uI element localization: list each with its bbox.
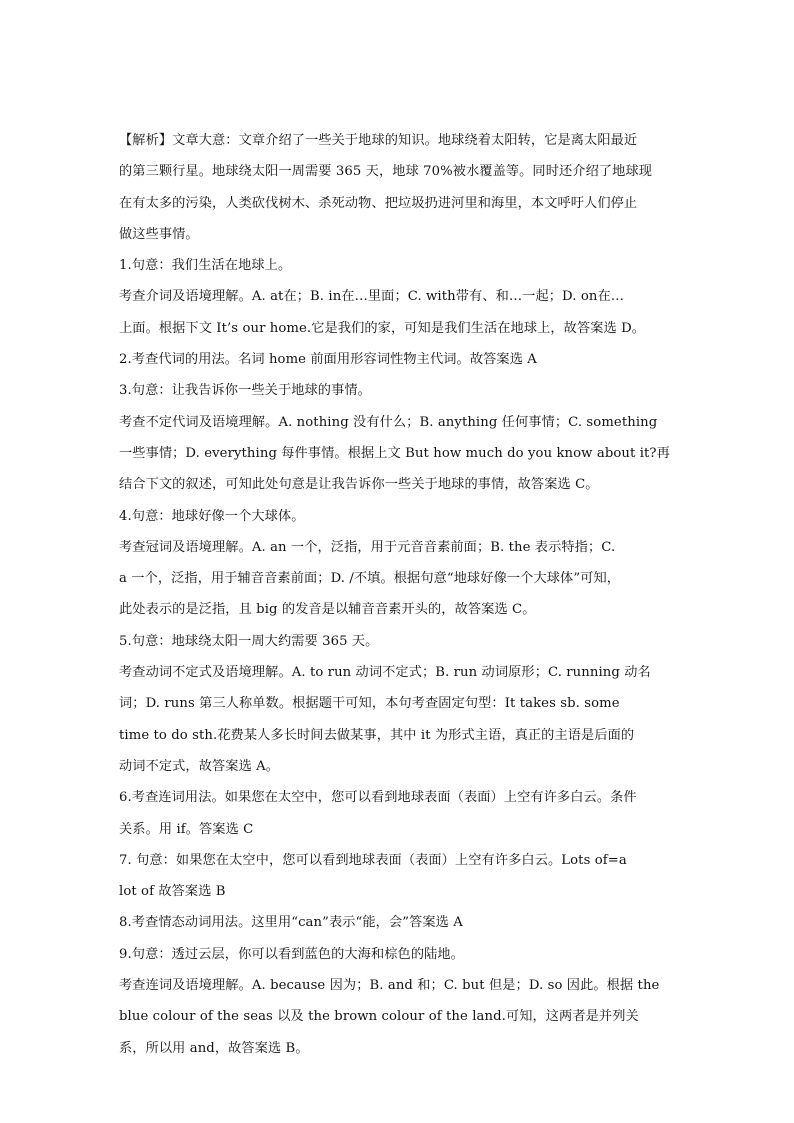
text-line: 9.句意：透过云层，你可以看到蓝色的大海和棕色的陆地。 [119,946,464,962]
text-line: a 一个，泛指，用于辅音音素前面；D. /不填。根据句意“地球好像一个大球体”可知， [119,571,621,587]
text-line: 【解析】文章大意：文章介绍了一些关于地球的知识。地球绕着太阳转，它是离太阳最近 [119,133,638,148]
document-page [119,125,675,1064]
text-line: 词；D. runs 第三人称单数。根据题干可知，本句考查固定句型：It takes sb. some [119,696,620,712]
text-line: 7. 句意：如果您在太空中，您可以看到地球表面（表面）上空有许多白云。Lots of=a [119,852,627,868]
text-line: 系，所以用 and，故答案选 B。 [119,1040,309,1056]
text-line: 考查冠词及语境理解。A. an 一个，泛指，用于元音音素前面；B. the 表示特指；C. [119,539,616,555]
text-line: 的第三颗行星。地球绕太阳一周需要 365 天，地球 70%被水覆盖等。同时还介绍了地球现 [119,164,653,180]
text-line: 6.考查连词用法。如果您在太空中，您可以看到地球表面（表面）上空有许多白云。条件 [119,790,637,806]
text-line: 在有太多的污染，人类砍伐树木、杀死动物、把垃圾扔进河里和海里，本文呼吁人们停止 [119,195,638,211]
text-line: blue colour of the seas 以及 the brown colour of the land.可知，这两者是并列关 [119,1009,639,1025]
text-line: 上面。根据下文 It’s our home.它是我们的家，可知是我们生活在地球上，故答案选 D。 [119,320,646,336]
text-line: 1.句意：我们生活在地球上。 [119,258,292,274]
text-line: 8.考查情态动词用法。这里用“can”表示“能，会”答案选 A [119,915,463,931]
text-line: 考查不定代词及语境理解。A. nothing 没有什么；B. anything 任何事情；C. something [119,414,658,430]
text-line: 考查连词及语境理解。A. because 因为；B. and 和；C. but 但是；D. so 因此。根据 the [119,978,660,994]
text-line: lot of 故答案选 B [119,884,226,900]
text-line: 5.句意：地球绕太阳一周大约需要 365 天。 [119,633,379,649]
text-line: 考查介词及语境理解。A. at在；B. in在…里面；C. with带有、和…一起；D. on在… [119,289,625,305]
text-line: 关系。用 if。答案选 C [119,821,254,837]
text-line: 考查动词不定式及语境理解。A. to run 动词不定式；B. run 动词原形；C. running 动名 [119,665,651,681]
text-line: 结合下文的叙述，可知此处句意是让我告诉你一些关于地球的事情，故答案选 C。 [119,477,599,493]
text-line: 3.句意：让我告诉你一些关于地球的事情。 [119,383,371,399]
text-line: 动词不定式，故答案选 A。 [119,758,280,774]
text-line: 此处表示的是泛指，且 big 的发音是以辅音音素开头的，故答案选 C。 [119,602,536,618]
text-line: 4.句意：地球好像一个大球体。 [119,508,305,524]
text-line: 一些事情；D. everything 每件事情。根据上文 But how much do you know about it?再 [119,445,670,461]
text-line: 做这些事情。 [119,226,199,242]
text-line: time to do sth.花费某人多长时间去做某事，其中 it 为形式主语，真正的主语是后面的 [119,727,635,743]
text-line: 2.考查代词的用法。名词 home 前面用形容词性物主代词。故答案选 A [119,352,537,368]
